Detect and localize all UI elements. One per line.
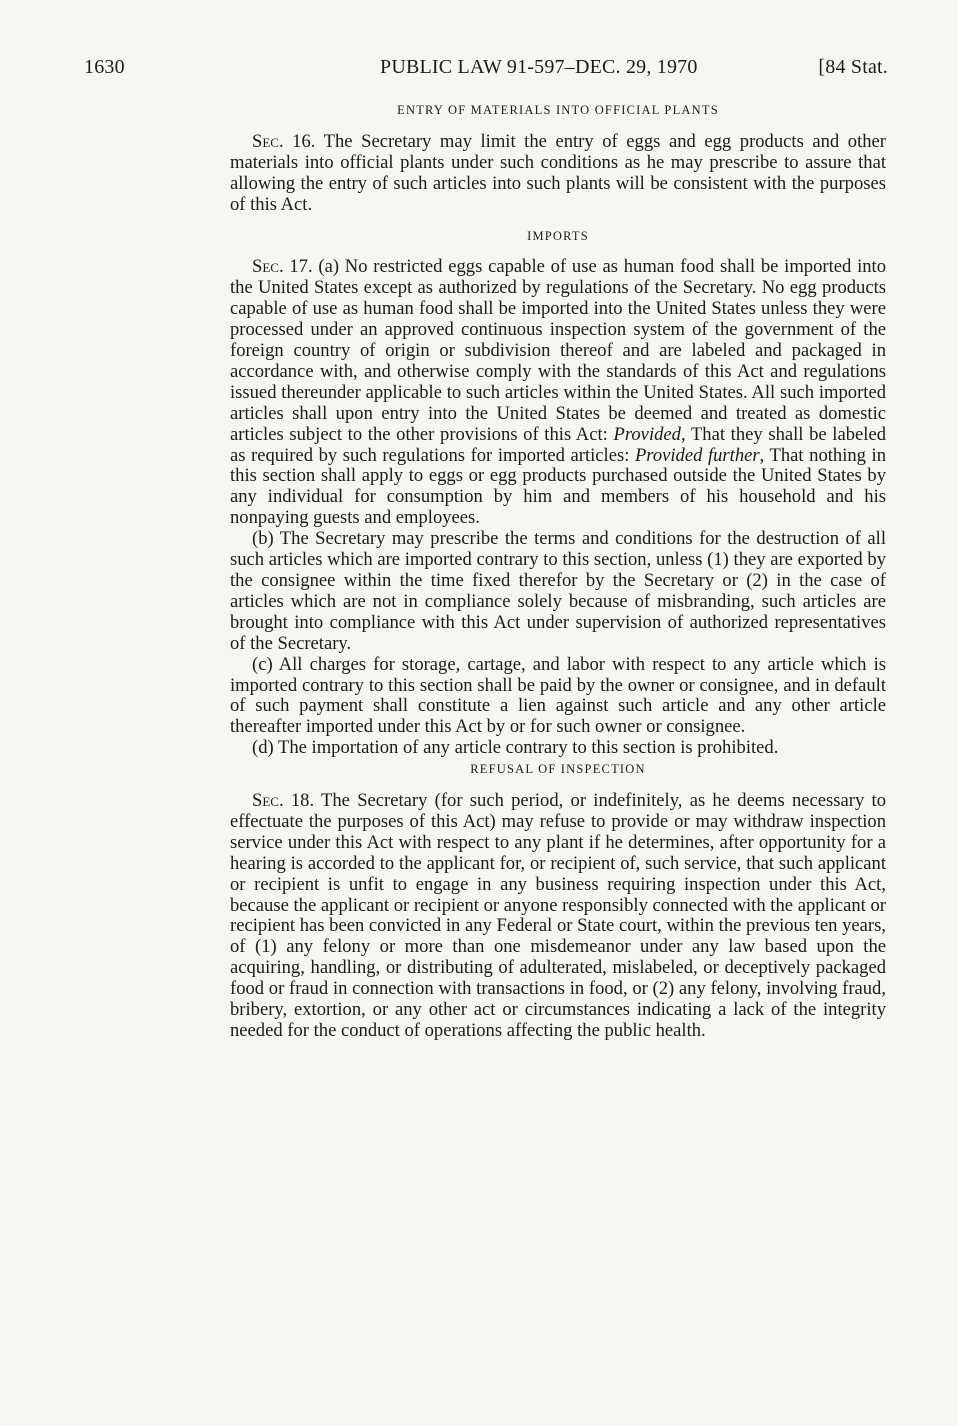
section-16-paragraph [230, 132, 886, 216]
body-text [230, 100, 886, 1042]
section-18-heading: REFUSAL OF INSPECTION [470, 762, 646, 777]
section-18-text: The Secretary (for such period, or indefinitely, as he deems necessary to effectuate the purposes of this Act) may refuse to provide or may withdraw inspection service under this Act with respect to any plant if he determines, after opportunity for a hearing is accorded to the applicant for, or recipient of, such service, that such applicant or recipient is unfit to engage in any business requiring inspection under this Act, because the applicant or recipient or anyone responsibly connected with the applicant or recipient has been convicted in any Federal or State court, within the previous ten years, of (1) any felony or more than one misdemeanor under any law based upon the acquiring, handling, or distributing of adulterated, mislabeled, or deceptively packaged food or fraud in connection with transactions in food, or (2) any felony, involving fraud, bribery, extortion, or any other act or circumstances indicating a lack of the integrity needed for the conduct of operations affecting the public health. [230, 790, 886, 1042]
section-17a-provided: Provided [613, 423, 681, 445]
section-17a-text-2: , That they shall be labeled as required by such regulations for imported articles: [230, 423, 886, 466]
section-16-label: Sec. 16. [252, 130, 316, 152]
section-17-heading: IMPORTS [527, 228, 589, 243]
section-16-text: The Secretary may limit the entry of eggs and egg products and other materials into official plants under such conditions as he may prescribe to assure that allowing the entry of such articles into such plants will be consistent with the purposes of this Act. [230, 130, 886, 215]
section-17c-paragraph: (c) All charges for storage, cartage, and labor with respect to any article which is imported contrary to this section shall be paid by the owner or consignee, and in default of such payment shall constitute a lien against such article and any other article thereafter imported under this Act by or for such owner or consignee. [230, 653, 886, 738]
section-18-paragraph [230, 791, 886, 1042]
section-17a-paragraph [230, 257, 886, 529]
law-title: PUBLIC LAW 91-597–DEC. 29, 1970 [380, 56, 698, 78]
section-17d-paragraph: (d) The importation of any article contrary to this section is prohibited. [252, 737, 779, 759]
running-head [84, 56, 888, 82]
section-17-label: Sec. 17. [252, 256, 313, 278]
section-17a-provided-further: Provided further [634, 444, 760, 466]
section-18-label: Sec. 18. [252, 790, 315, 812]
section-17a-text-1: (a) No restricted eggs capable of use as human food shall be imported into the United States except as authorized by regulations of the Secretary. No egg products capable of use as human food shall be imported into the United States unless they were processed under an approved continuous inspection system of the government of the foreign country of origin or subdivision thereof and are labeled and packaged in accordance with, and otherwise comply with the standards of this Act and regulations issued thereunder applicable to such articles within the United States. All such imported articles shall upon entry into the United States be deemed and treated as domestic articles subject to the other provisions of this Act: [230, 256, 887, 445]
section-17a-text-3: , That nothing in this section shall apply to eggs or egg products purchased outside the United States by any individual for consumption by him and members of his household and his nonpaying guests and employees. [230, 444, 886, 529]
page-number: 1630 [84, 56, 125, 78]
section-17b-paragraph: (b) The Secretary may prescribe the terms and conditions for the destruction of all such articles which are imported contrary to this section, unless (1) they are exported by the consignee within the time fixed therefor by the Secretary or (2) in the case of articles which are not in compliance solely because of misbranding, such articles are brought into compliance with this Act under supervision of authorized representatives of the Secretary. [230, 528, 886, 654]
section-16-heading: ENTRY OF MATERIALS INTO OFFICIAL PLANTS [397, 103, 719, 117]
statute-reference: [84 Stat. [818, 56, 888, 78]
